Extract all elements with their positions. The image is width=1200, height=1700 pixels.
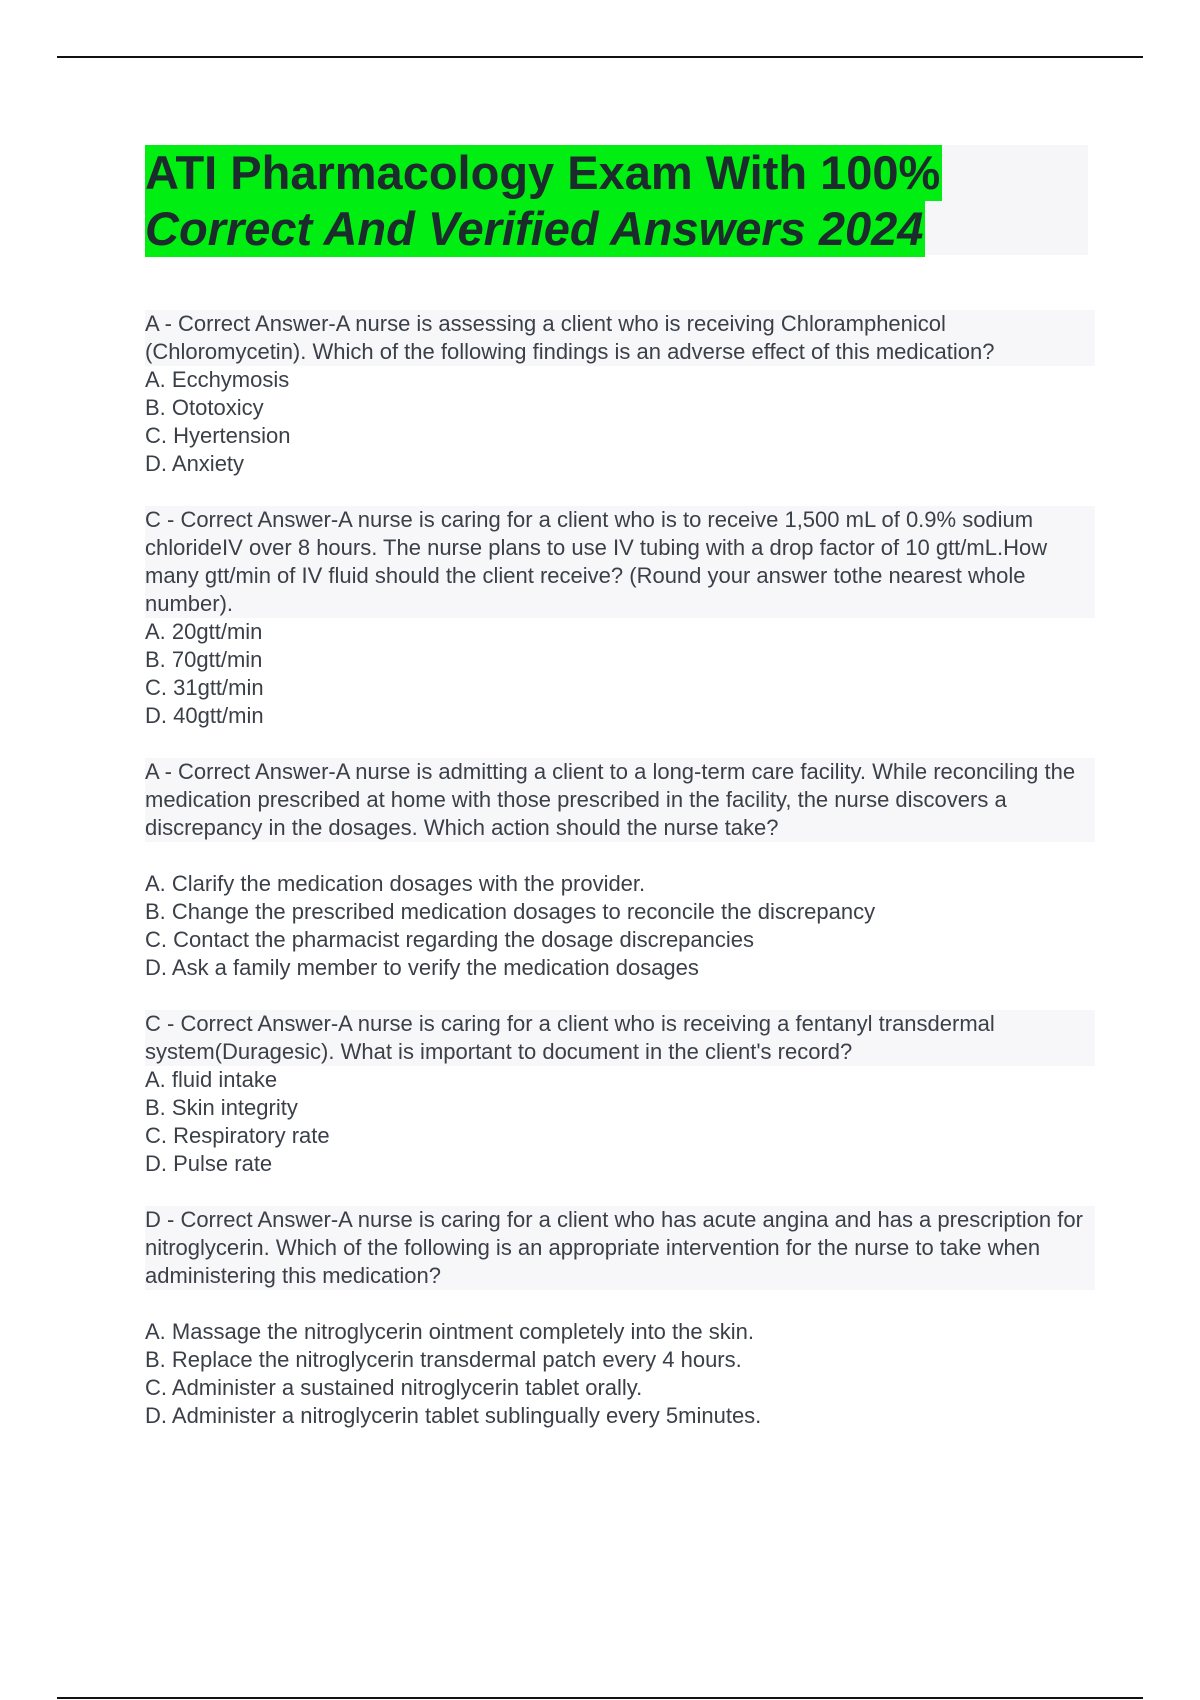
- title-line-1: ATI Pharmacology Exam With 100%: [145, 146, 941, 199]
- option: C. Hyertension: [145, 423, 291, 448]
- title-block: [145, 145, 1088, 255]
- question-2: [145, 506, 1095, 730]
- page-title: [145, 145, 942, 257]
- title-line-2: Correct And Verified Answers 2024: [145, 202, 924, 255]
- option: A. Massage the nitroglycerin ointment completely into the skin.: [145, 1319, 754, 1344]
- question-stem: C - Correct Answer-A nurse is caring for a client who is receiving a fentanyl transdermal system(Duragesic). What is important to document in the client's record?: [145, 1010, 1095, 1066]
- option: B. Skin integrity: [145, 1095, 298, 1120]
- question-stem: C - Correct Answer-A nurse is caring for a client who is to receive 1,500 mL of 0.9% sodium chlorideIV over 8 hours. The nurse plans to use IV tubing with a drop factor of 10 gtt/mL.How many gtt/min of IV fluid should the client receive? (Round your answer tothe nearest whole number).: [145, 506, 1095, 618]
- options-list: [145, 366, 1095, 478]
- question-4: [145, 1010, 1095, 1178]
- question-3: [145, 758, 1095, 982]
- spacer: [145, 1290, 1095, 1318]
- option: D. Anxiety: [145, 451, 245, 476]
- option: D. Pulse rate: [145, 1151, 273, 1176]
- top-rule: [57, 56, 1143, 58]
- options-list: [145, 1318, 1095, 1430]
- option: C. 31gtt/min: [145, 675, 264, 700]
- option: B. Ototoxicy: [145, 395, 264, 420]
- option: B. Replace the nitroglycerin transdermal patch every 4 hours.: [145, 1347, 742, 1372]
- options-list: [145, 870, 1095, 982]
- option: D. 40gtt/min: [145, 703, 264, 728]
- option: D. Administer a nitroglycerin tablet sublingually every 5minutes.: [145, 1403, 762, 1428]
- option: C. Respiratory rate: [145, 1123, 330, 1148]
- options-list: [145, 618, 1095, 730]
- question-5: [145, 1206, 1095, 1430]
- spacer: [145, 842, 1095, 870]
- bottom-rule: [57, 1697, 1143, 1699]
- option: B. 70gtt/min: [145, 647, 263, 672]
- option: A. 20gtt/min: [145, 619, 263, 644]
- option: C. Administer a sustained nitroglycerin tablet orally.: [145, 1375, 643, 1400]
- option: A. fluid intake: [145, 1067, 278, 1092]
- option: B. Change the prescribed medication dosages to reconcile the discrepancy: [145, 899, 876, 924]
- question-stem: A - Correct Answer-A nurse is admitting a client to a long-term care facility. While reconciling the medication prescribed at home with those prescribed in the facility, the nurse discovers a discrepancy in the dosages. Which action should the nurse take?: [145, 758, 1095, 842]
- option: A. Clarify the medication dosages with the provider.: [145, 871, 646, 896]
- questions-list: [145, 310, 1095, 1458]
- option: A. Ecchymosis: [145, 367, 290, 392]
- option: D. Ask a family member to verify the medication dosages: [145, 955, 699, 980]
- question-stem: D - Correct Answer-A nurse is caring for a client who has acute angina and has a prescription for nitroglycerin. Which of the following is an appropriate intervention for the nurse to take when administering this medication?: [145, 1206, 1095, 1290]
- question-1: [145, 310, 1095, 478]
- options-list: [145, 1066, 1095, 1178]
- option: C. Contact the pharmacist regarding the dosage discrepancies: [145, 927, 755, 952]
- question-stem: A - Correct Answer-A nurse is assessing a client who is receiving Chloramphenicol (Chloromycetin). Which of the following findings is an adverse effect of this medication?: [145, 310, 1095, 366]
